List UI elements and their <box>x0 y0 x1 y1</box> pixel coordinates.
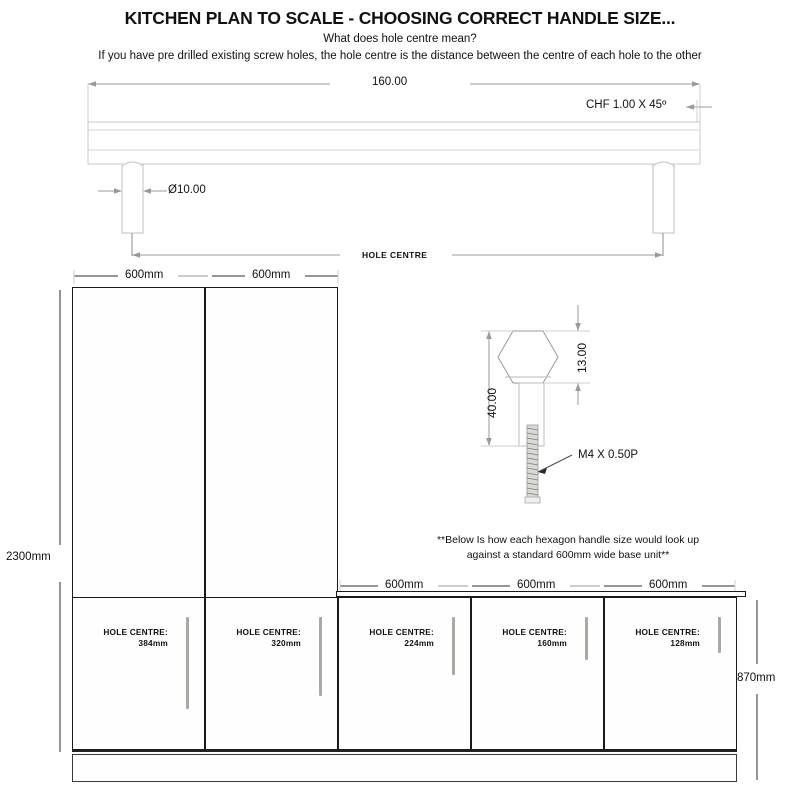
tall-unit-width-1: 600mm <box>125 269 164 281</box>
base-unit-width-2: 600mm <box>517 579 556 591</box>
base-door-3-hole-centre: HOLE CENTRE: 224mm <box>369 627 434 648</box>
page-title: KITCHEN PLAN TO SCALE - CHOOSING CORRECT HANDLE SIZE... <box>124 8 676 28</box>
tall-unit-width-2: 600mm <box>252 269 291 281</box>
bolt-total-length-dimension: 40.00 <box>485 387 499 418</box>
base-door-2-hole-centre: HOLE CENTRE: 320mm <box>236 627 301 648</box>
base-door-1-hole-centre: HOLE CENTRE: 384mm <box>103 627 168 648</box>
base-door-5-hole-centre: HOLE CENTRE: 128mm <box>635 627 700 648</box>
chamfer-note: CHF 1.00 X 45º <box>586 99 667 111</box>
bolt-thread-spec: M4 X 0.50P <box>578 449 639 461</box>
note-line-2: against a standard 600mm wide base unit** <box>466 549 670 561</box>
note-line-1: **Below Is how each hexagon handle size would look up <box>436 534 700 546</box>
bolt-head-height-dimension: 13.00 <box>575 342 589 373</box>
tall-unit-height-label: 2300mm <box>6 551 51 563</box>
base-unit-width-3: 600mm <box>649 579 688 591</box>
base-unit-height-label: 870mm <box>737 672 776 684</box>
subtitle-explanation: If you have pre drilled existing screw holes, the hole centre is the distance between the centre of each hole to the other <box>98 50 702 62</box>
subtitle-question: What does hole centre mean? <box>323 33 477 45</box>
handle-length-dimension: 160.00 <box>372 76 408 88</box>
leg-diameter-dimension: Ø10.00 <box>168 184 206 196</box>
base-unit-width-1: 600mm <box>385 579 424 591</box>
hole-centre-dimension-label: HOLE CENTRE <box>362 250 428 260</box>
base-door-4-hole-centre: HOLE CENTRE: 160mm <box>502 627 567 648</box>
